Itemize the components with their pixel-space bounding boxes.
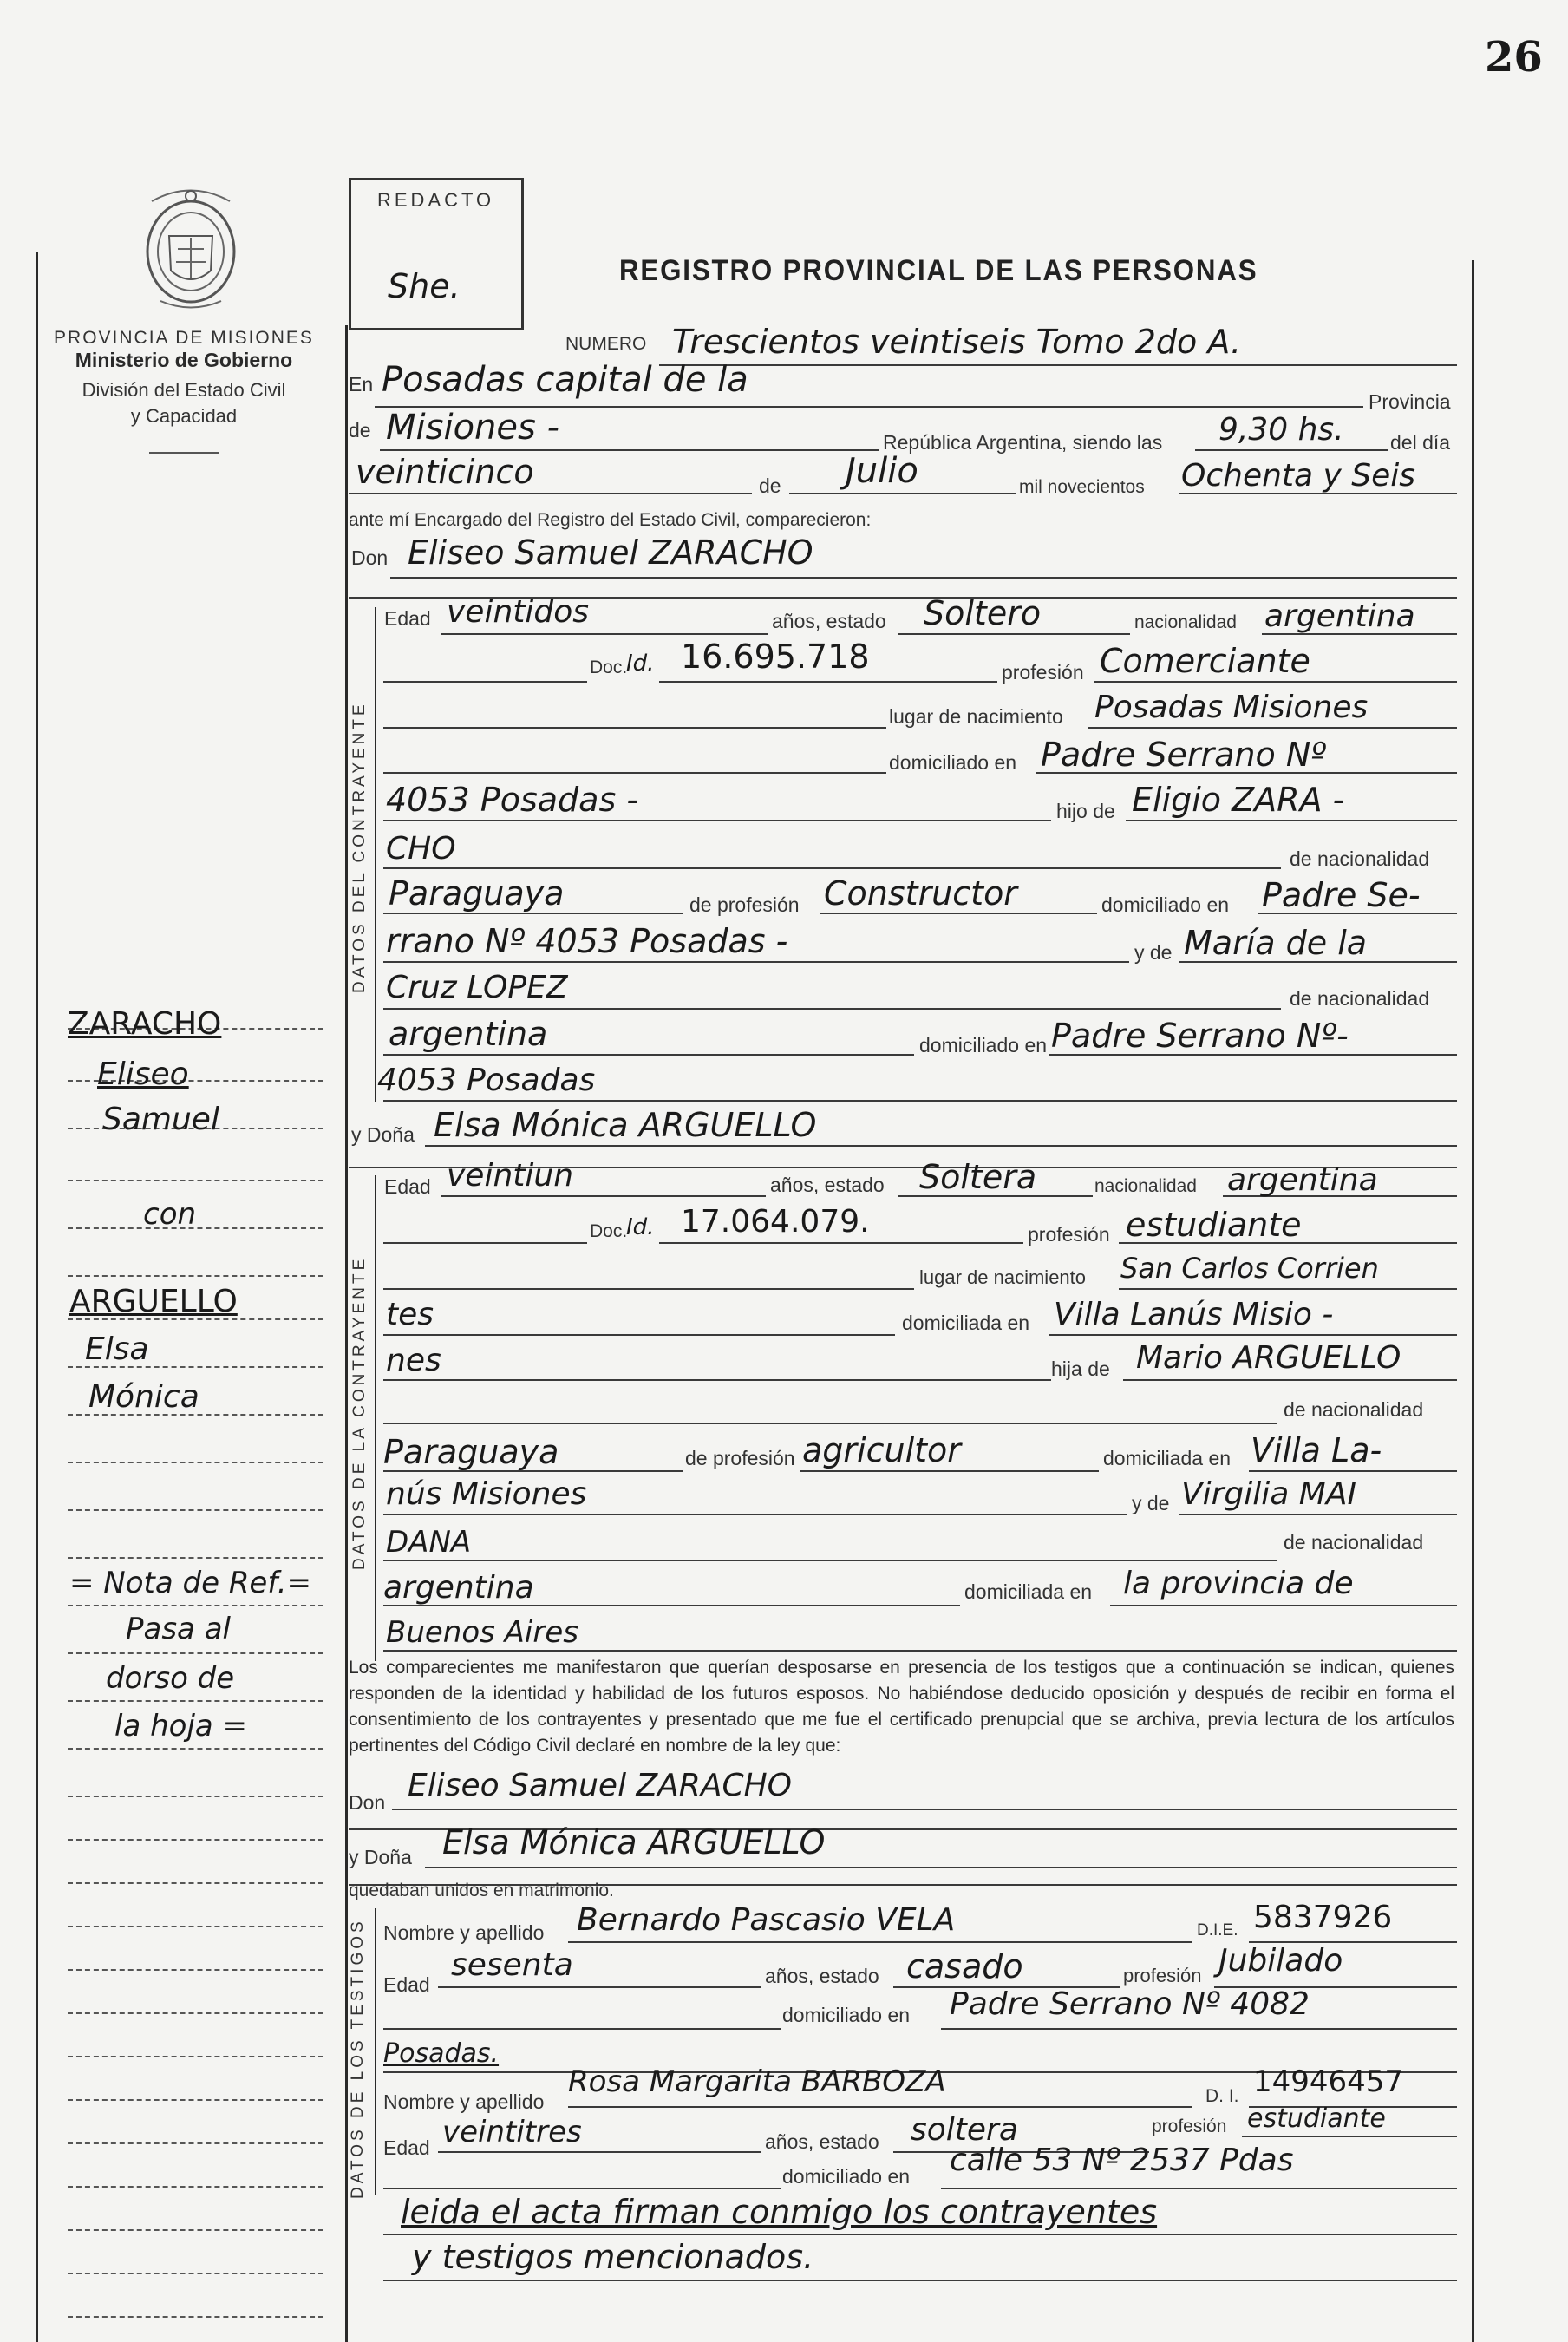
dona-label: y Doña [351, 1123, 415, 1146]
ministry-name: Ministerio de Gobierno [75, 349, 293, 371]
t1-doc-value: 5837926 [1253, 1900, 1393, 1935]
dia-value: veinticinco [356, 453, 534, 491]
ante-text: ante mí Encargado del Registro del Estado Civil, comparecieron: [349, 510, 872, 530]
c-dom-value2: 4053 Posadas - [386, 781, 639, 819]
c-madre-de-nac-label: de nacionalidad [1290, 987, 1430, 1010]
de-value: Misiones - [386, 408, 559, 448]
f-doc-type: Id. [626, 1214, 655, 1240]
c-prof-value: Comerciante [1100, 642, 1310, 680]
c-nac-value: argentina [1264, 599, 1415, 634]
t1-dom-value2: Posadas. [383, 2038, 500, 2069]
t2-prof-value: estudiante [1247, 2103, 1386, 2134]
c-madre-dom-label: domiciliado en [919, 1034, 1048, 1057]
document-title: REGISTRO PROVINCIAL DE LAS PERSONAS [619, 254, 1258, 287]
t2-edad-value: veintitres [442, 2115, 582, 2149]
c-dom-value: Padre Serrano Nº [1041, 736, 1327, 774]
margin-note-line1: = Nota de Ref.= [69, 1566, 312, 1600]
issuing-authority [45, 328, 323, 454]
c-madre-value: María de la [1184, 924, 1368, 962]
province-seal [134, 184, 247, 314]
f-padre-dom-label: domiciliada en [1103, 1447, 1232, 1469]
margin-note-line4: la hoja = [114, 1709, 248, 1743]
t2-dom-value: calle 53 Nº 2537 Pdas [950, 2142, 1294, 2178]
redacto-stamp [349, 178, 524, 330]
f-dom-label: domiciliada en [902, 1312, 1030, 1334]
c-estado-value: Soltero [924, 594, 1042, 632]
c-padre-nac: Paraguaya [389, 874, 565, 913]
f-padre-dom: Villa La- [1251, 1431, 1382, 1469]
f-lugar-value: San Carlos Corrien [1120, 1252, 1379, 1285]
contrayente-side-label: DATOS DEL CONTRAYENTE [350, 701, 369, 993]
f-dom-value2: nes [386, 1343, 441, 1378]
c-anios-label: años, estado [772, 610, 886, 632]
c-de-nac-label: de nacionalidad [1290, 847, 1430, 870]
c-padre-dom-label: domiciliado en [1101, 893, 1230, 916]
page-number: 26 [1485, 33, 1543, 82]
del-dia-label: del día [1390, 431, 1451, 454]
dona-value: Elsa Mónica ARGUELLO [434, 1106, 817, 1144]
t2-anios-label: años, estado [765, 2130, 879, 2153]
division-line1: División del Estado Civil [82, 379, 286, 401]
c-lugar-value: Posadas Misiones [1094, 690, 1369, 725]
decl-quedaban: quedaban unidos en matrimonio. [349, 1881, 614, 1900]
f-padre-dom2: nús Misiones [386, 1476, 587, 1512]
f-hija-label: hija de [1051, 1357, 1110, 1380]
f-prof-label: profesión [1028, 1223, 1110, 1246]
f-de-prof-label: de profesión [685, 1447, 795, 1469]
decl-dona-value: Elsa Mónica ARGUELLO [442, 1823, 826, 1861]
division-line2: y Capacidad [130, 405, 238, 427]
mes-value: Julio [846, 451, 918, 491]
t2-estado-value: soltera [911, 2112, 1018, 2148]
decl-don-label: Don [349, 1791, 386, 1814]
c-doc-label: Doc. [590, 657, 628, 677]
c-madre-dom2: 4053 Posadas [377, 1063, 596, 1098]
c-prof-label: profesión [1002, 661, 1084, 684]
c-nac-label: nacionalidad [1134, 612, 1237, 632]
f-doc-value: 17.064.079. [681, 1204, 870, 1240]
c-doc-value: 16.695.718 [681, 638, 870, 676]
t1-nombre-label: Nombre y apellido [383, 1921, 545, 1944]
c-doc-type: Id. [626, 651, 655, 677]
c-madre-nac: argentina [389, 1015, 548, 1053]
redacto-label: REDACTO [377, 189, 495, 211]
f-dom-value: Villa Lanús Misio - [1054, 1297, 1334, 1332]
c-padre-prof: Constructor [824, 874, 1017, 913]
en-value: Posadas capital de la [382, 360, 748, 400]
f-prof-value: estudiante [1126, 1206, 1302, 1244]
c-hijo-label: hijo de [1056, 800, 1115, 822]
c-padre-value2: CHO [386, 831, 456, 867]
f-lugar-label: lugar de nacimiento [919, 1266, 1087, 1288]
margin-groom-surname: ZARACHO [68, 1006, 222, 1042]
c-padre-value: Eligio ZARA - [1132, 781, 1345, 819]
f-madre-value2: DANA [386, 1525, 472, 1560]
f-madre-nac: argentina [383, 1570, 534, 1606]
anio-value: Ochenta y Seis [1181, 458, 1416, 494]
declaration-text: Los comparecientes me manifestaron que querían desposarse en presencia de los testigos que a continuación se indican, quienes responden de la identidad y habilidad de los futuros esposos. No habiéndose deducido oposición y después de recibir en forma el consentimiento de los contrayentes y presentado que me fue el certificado prenupcial que se archiva, previa lectura de los artículos pertinentes del Código Civil declaré en nombre de la ley que: [349, 1658, 1454, 1756]
f-madre-dom-label: domiciliada en [964, 1580, 1093, 1603]
f-madre-dom2: Buenos Aires [386, 1615, 578, 1650]
t1-anios-label: años, estado [765, 1965, 879, 1987]
margin-bride-name1: Elsa [85, 1331, 149, 1367]
f-lugar-value2: tes [386, 1297, 434, 1332]
t2-nombre-label: Nombre y apellido [383, 2090, 545, 2113]
margin-groom-name2: Samuel [102, 1102, 219, 1137]
t1-edad-value: sesenta [451, 1947, 573, 1983]
f-padre-nac: Paraguaya [383, 1433, 559, 1471]
numero-value: Trescientos veintiseis Tomo 2do A. [672, 323, 1242, 361]
provincia-label: Provincia [1369, 390, 1451, 413]
f-madre-value: Virgilia MAI [1181, 1476, 1357, 1512]
testigos-side-label: DATOS DE LOS TESTIGOS [349, 1918, 367, 2199]
c-madre-dom: Padre Serrano Nº- [1051, 1017, 1349, 1055]
f-anios-label: años, estado [770, 1174, 885, 1196]
hora-value: 9,30 hs. [1218, 412, 1344, 448]
c-de-prof-label: de profesión [689, 893, 800, 916]
f-padre-prof: agricultor [802, 1431, 961, 1469]
f-edad-label: Edad [384, 1175, 431, 1198]
c-padre-dom2: rrano Nº 4053 Posadas - [386, 922, 788, 960]
c-padre-dom: Padre Se- [1262, 876, 1421, 914]
t2-doc-value: 14946457 [1253, 2064, 1404, 2099]
closing-line2: y testigos mencionados. [412, 2238, 814, 2276]
t2-nombre-value: Rosa Margarita BARBOZA [568, 2064, 946, 2099]
en-label: En [349, 373, 374, 396]
c-dom-label: domiciliado en [889, 751, 1017, 774]
f-nac-value: argentina [1227, 1162, 1378, 1198]
decl-dona-label: y Doña [349, 1846, 412, 1868]
f-nac-label: nacionalidad [1094, 1176, 1197, 1196]
t2-prof-label: profesión [1152, 2116, 1227, 2136]
t2-edad-label: Edad [383, 2136, 430, 2159]
c-edad-label: Edad [384, 607, 431, 630]
t1-nombre-value: Bernardo Pascasio VELA [577, 1902, 956, 1938]
redacto-initials: She. [388, 267, 461, 305]
margin-bride-name2: Mónica [88, 1379, 199, 1415]
t1-dom-label: domiciliado en [782, 2004, 911, 2026]
c-lugar-label: lugar de nacimiento [889, 705, 1063, 728]
mil-label: mil novecientos [1019, 477, 1145, 497]
margin-bride-surname: ARGUELLO [69, 1284, 238, 1319]
closing-line1: leida el acta firman conmigo los contrayentes [401, 2193, 1158, 2231]
f-estado-value: Soltera [919, 1158, 1037, 1196]
margin-note-line2: Pasa al [126, 1612, 231, 1646]
c-y-de-label: y de [1134, 941, 1173, 964]
c-madre-value2: Cruz LOPEZ [386, 970, 568, 1005]
t1-edad-label: Edad [383, 1973, 430, 1996]
f-edad-value: veintiun [447, 1158, 574, 1194]
f-madre-de-nac-label: de nacionalidad [1284, 1531, 1424, 1554]
republica-label: República Argentina, siendo las [883, 431, 1163, 454]
t1-prof-label: profesión [1123, 1965, 1202, 1986]
t1-estado-value: casado [906, 1947, 1023, 1985]
t1-prof-value: Jubilado [1218, 1943, 1343, 1979]
t2-dom-label: domiciliado en [782, 2165, 911, 2188]
don-value: Eliseo Samuel ZARACHO [408, 533, 813, 572]
margin-con: con [143, 1197, 197, 1232]
f-padre-value: Mario ARGUELLO [1136, 1340, 1401, 1376]
t1-doc-label: D.I.E. [1197, 1921, 1238, 1940]
margin-note-line3: dorso de [106, 1661, 235, 1696]
province-name: PROVINCIA DE MISIONES [54, 328, 314, 348]
f-de-nac-label: de nacionalidad [1284, 1398, 1424, 1421]
f-doc-label: Doc. [590, 1221, 628, 1241]
coat-of-arms-icon [134, 184, 247, 314]
decl-don-value: Eliseo Samuel ZARACHO [408, 1768, 792, 1803]
contrayenta-side-label: DATOS DE LA CONTRAYENTE [350, 1255, 369, 1570]
c-edad-value: veintidos [447, 594, 590, 630]
f-madre-dom: la provincia de [1123, 1566, 1354, 1601]
don-label: Don [351, 546, 389, 569]
de2-label: de [759, 474, 781, 497]
t2-doc-label: D. I. [1205, 2086, 1239, 2106]
margin-groom-name1: Eliseo [97, 1057, 189, 1092]
numero-label: NUMERO [565, 334, 647, 354]
f-y-de-label: y de [1132, 1492, 1170, 1514]
t1-dom-value: Padre Serrano Nº 4082 [950, 1986, 1310, 2022]
de-label: de [349, 419, 371, 442]
